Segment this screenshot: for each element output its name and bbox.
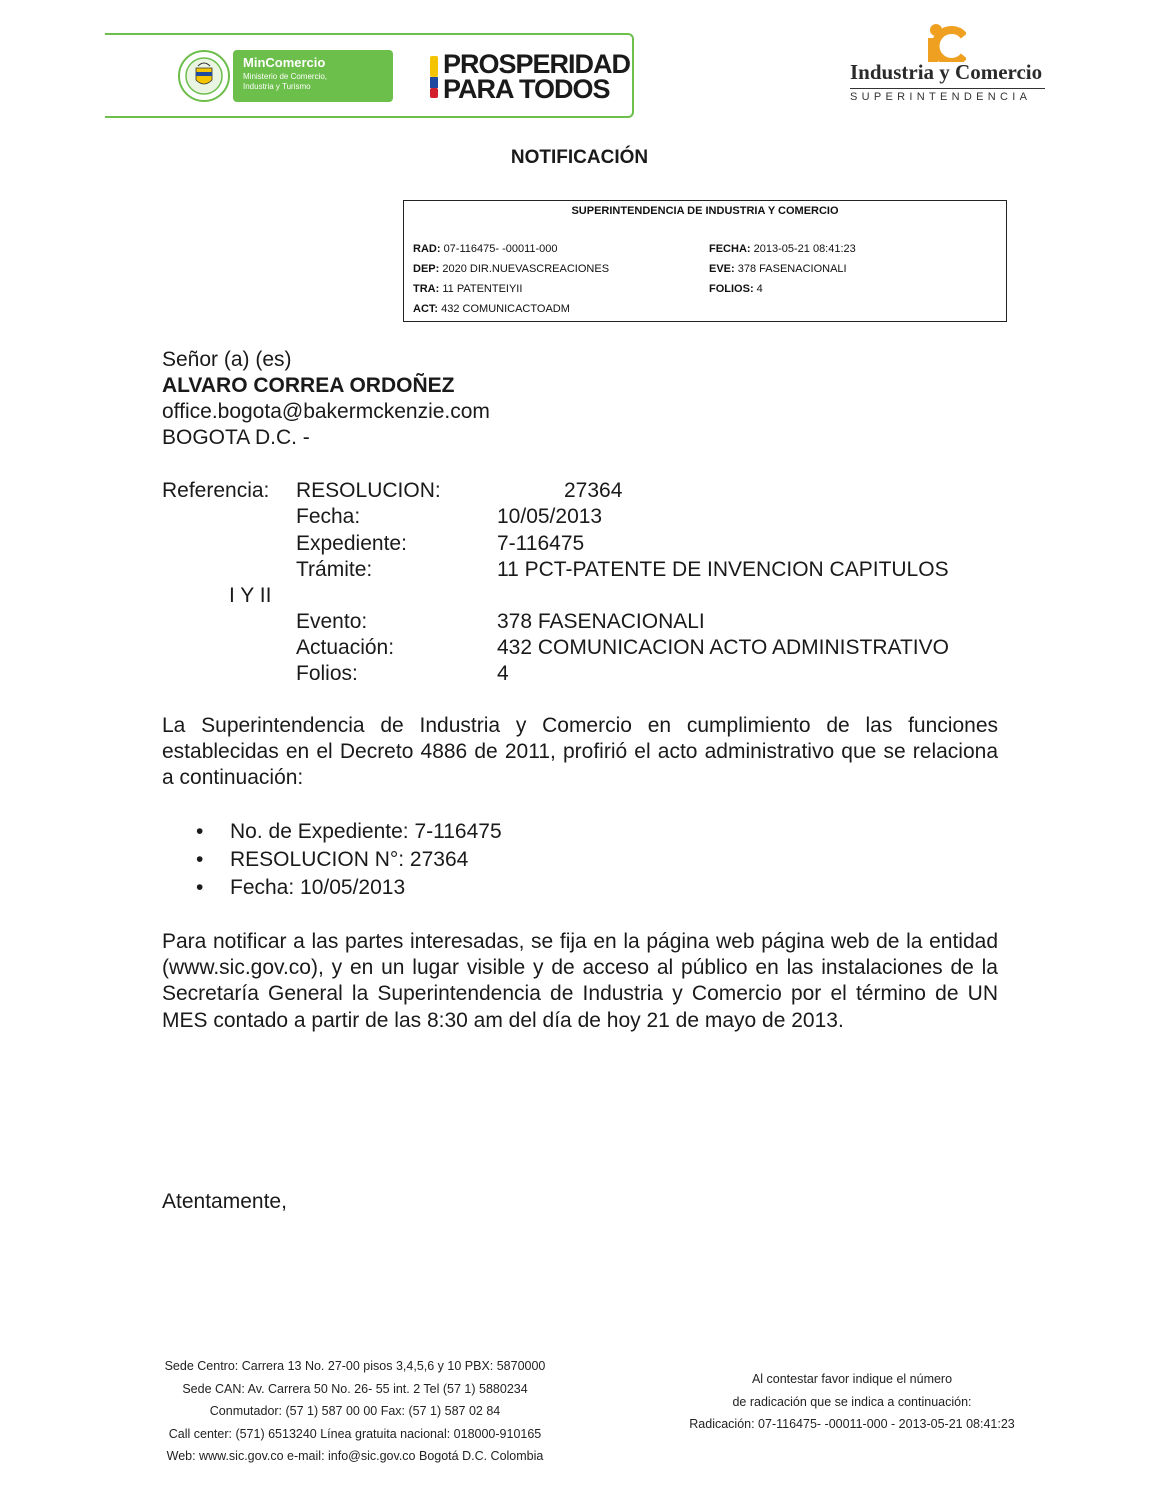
- footer-line: Sede Centro: Carrera 13 No. 27-00 pisos 3,4,5,6 y 10 PBX: 5870000: [164, 1359, 546, 1373]
- document-title: NOTIFICACIÓN: [510, 147, 649, 168]
- footer-line: Sede CAN: Av. Carrera 50 No. 26- 55 int. 2 Tel (57 1) 5880234: [182, 1381, 528, 1396]
- prosperidad-line1: PROSPERIDAD: [443, 49, 631, 79]
- footer-line: Radicación: 07-116475- -00011-000 - 2013-05-21 08:41:23: [689, 1417, 1015, 1431]
- recipient-city: BOGOTA D.C. -: [162, 426, 310, 449]
- radication-stamp: [403, 200, 1007, 322]
- footer-line: de radicación que se indica a continuación:: [732, 1394, 972, 1409]
- footer-line: Call center: (571) 6513240 Línea gratuita nacional: 018000-910165: [168, 1426, 542, 1441]
- ref-resolucion-value: 27364: [564, 479, 623, 502]
- ref-fecha-value: 10/05/2013: [497, 505, 603, 528]
- bullet-marker: •: [196, 820, 204, 843]
- stamp-act: ACT: 432 COMUNICACTOADM: [413, 303, 570, 315]
- prosperidad-line2: PARA TODOS: [443, 74, 610, 104]
- ref-actuacion-label: Actuación:: [296, 636, 395, 659]
- sic-logo-subtitle: SUPERINTENDENCIA: [850, 91, 1032, 103]
- bullet-item: Fecha: 10/05/2013: [230, 876, 406, 899]
- colombia-seal-icon: [178, 50, 230, 102]
- stamp-fecha: FECHA: 2013-05-21 08:41:23: [709, 243, 856, 255]
- body-paragraph-2: Para notificar a las partes interesadas, se fija en la página web página web de la entidad (www.sic.gov.co), y en un lugar visible y de acceso al público en las instalaciones de la Secretaría General la Superintendencia de Industria y Comercio por el término de UN MES contado a partir de las 8:30 am del día de hoy 21 de mayo de 2013.: [162, 930, 998, 1032]
- footer-radication-note: [672, 1368, 1032, 1436]
- ref-folios-label: Folios:: [296, 662, 358, 685]
- sic-logo-divider: [850, 88, 1045, 89]
- footer-contact-info: [140, 1355, 570, 1468]
- ref-resolucion-label: RESOLUCION:: [296, 479, 441, 502]
- sic-logo-name: Industria y Comercio: [850, 60, 1043, 84]
- footer-line: Conmutador: (57 1) 587 00 00 Fax: (57 1) 587 02 84: [209, 1404, 501, 1418]
- stamp-dep: DEP: 2020 DIR.NUEVASCREACIONES: [413, 263, 610, 275]
- footer-line: Web: www.sic.gov.co e-mail: info@sic.gov.co Bogotá D.C. Colombia: [166, 1449, 544, 1463]
- bullet-item: RESOLUCION N°: 27364: [230, 848, 469, 871]
- prosperidad-logo: [443, 49, 631, 104]
- mincomercio-subtitle: Ministerio de Comercio, Industria y Turismo: [243, 72, 328, 91]
- stamp-folios: FOLIOS: 4: [709, 283, 763, 295]
- footer-line: Al contestar favor indique el número: [751, 1372, 953, 1386]
- stamp-tra: TRA: 11 PATENTEIYII: [413, 283, 523, 295]
- ref-fecha-label: Fecha:: [296, 505, 361, 528]
- ref-evento-label: Evento:: [296, 610, 368, 633]
- ref-tramite-continuation: I Y II: [229, 584, 272, 607]
- mincomercio-badge: [233, 50, 393, 102]
- ref-evento-value: 378 FASENACIONALI: [497, 610, 705, 633]
- body-paragraph-1: La Superintendencia de Industria y Comercio en cumplimiento de las funciones establecidas en el Decreto 4886 de 2011, profirió el acto administrativo que se relaciona a continuación:: [162, 714, 998, 790]
- bullet-item: No. de Expediente: 7-116475: [230, 820, 502, 843]
- sic-logo-icon: [918, 22, 966, 62]
- ref-tramite-value: 11 PCT-PATENTE DE INVENCION CAPITULOS: [497, 558, 949, 581]
- recipient-name: ALVARO CORREA ORDOÑEZ: [162, 374, 455, 397]
- recipient-salutation: Señor (a) (es): [162, 348, 292, 371]
- stamp-rad: RAD: 07-116475- -00011-000: [413, 243, 558, 255]
- reference-label: Referencia:: [162, 479, 270, 502]
- stamp-eve: EVE: 378 FASENACIONALI: [709, 263, 847, 275]
- colombia-flag-icon: [430, 56, 438, 98]
- ref-tramite-label: Trámite:: [296, 558, 373, 581]
- ref-expediente-label: Expediente:: [296, 532, 407, 555]
- bullet-marker: •: [196, 876, 204, 899]
- ref-actuacion-value: 432 COMUNICACION ACTO ADMINISTRATIVO: [497, 636, 949, 659]
- ref-folios-value: 4: [497, 662, 509, 685]
- bullet-marker: •: [196, 848, 204, 871]
- recipient-email: office.bogota@bakermckenzie.com: [162, 400, 490, 423]
- stamp-heading: SUPERINTENDENCIA DE INDUSTRIA Y COMERCIO: [571, 205, 839, 217]
- ref-expediente-value: 7-116475: [497, 532, 585, 555]
- closing: Atentamente,: [162, 1190, 287, 1213]
- mincomercio-title: MinComercio: [243, 55, 326, 70]
